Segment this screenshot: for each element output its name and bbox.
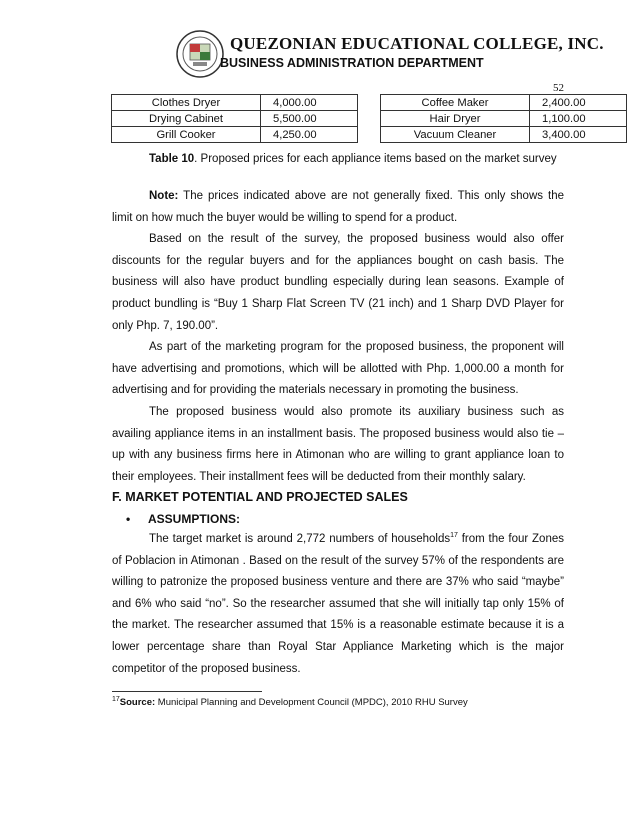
bullet-icon: •	[126, 512, 131, 526]
assumptions-body	[112, 529, 564, 680]
footnote-text: Municipal Planning and Development Council (MPDC), 2010 RHU Survey	[155, 697, 468, 708]
note-label: Note:	[149, 190, 179, 202]
table-gap	[358, 127, 381, 143]
table-caption	[149, 153, 557, 165]
footnote-number: 17	[112, 695, 120, 703]
price-table	[111, 94, 627, 143]
table-gap	[358, 111, 381, 127]
caption-text: . Proposed prices for each appliance items based on the market survey	[194, 153, 557, 165]
footnote	[112, 697, 468, 708]
section-title: F. MARKET POTENTIAL AND PROJECTED SALES	[112, 490, 408, 504]
item-name: Coffee Maker	[381, 95, 530, 111]
college-name: QUEZONIAN EDUCATIONAL COLLEGE, INC.	[230, 34, 604, 53]
item-name: Hair Dryer	[381, 111, 530, 127]
item-name: Clothes Dryer	[112, 95, 261, 111]
department-name: BUSINESS ADMINISTRATION DEPARTMENT	[220, 56, 484, 70]
page-header	[0, 28, 638, 84]
paragraph-discounts: Based on the result of the survey, the proposed business would also offer discounts for the regular buyers and for the appliances bought on cash basis. The business will also have product bundling especially during lean seasons. Example of product bundling is “Buy 1 Sharp Flat Screen TV (21 inch) and 1 Sharp DVD Player for only Php. 7, 190.00”.	[112, 233, 564, 332]
table-row	[112, 111, 627, 127]
footnote-label: Source:	[119, 697, 156, 708]
footnote-ref: 17	[450, 532, 458, 540]
assumptions-text-b: from the four Zones of Poblacion in Atimonan . Based on the result of the survey 57% of the respondents are willing to patronize the proposed business venture and there are 37% who said “maybe” and 6% who said “no”. So the researcher assumed that she will initially tap only 15% of the market. The researcher assumed that 15% is a reasonable estimate because it is a lower percentage share than Royal Star Appliance Marketing which is the major competitor of the proposed business.	[112, 533, 564, 675]
item-price: 2,400.00	[530, 95, 627, 111]
table-row	[112, 127, 627, 143]
item-price: 3,400.00	[530, 127, 627, 143]
table-row	[112, 95, 627, 111]
item-price: 5,500.00	[261, 111, 358, 127]
item-price: 4,000.00	[261, 95, 358, 111]
page-number: 52	[553, 82, 564, 94]
item-price: 1,100.00	[530, 111, 627, 127]
item-name: Drying Cabinet	[112, 111, 261, 127]
table-gap	[358, 95, 381, 111]
assumptions-heading	[126, 512, 240, 526]
caption-label: Table 10	[149, 153, 195, 165]
paragraph-installment: The proposed business would also promote its auxiliary business such as availing appliance items in an installment basis. The proposed business would also tie – up with any business firms here in Atimonan who are willing to grant appliance loan to their employees. Their installment fees will be deducted from their monthly salary.	[112, 405, 564, 483]
item-name: Grill Cooker	[112, 127, 261, 143]
footnote-divider	[112, 691, 262, 692]
paragraph-advertising: As part of the marketing program for the proposed business, the proponent will have advertising and promotions, which will be allotted with Php. 1,000.00 a month for advertising and for providing the materials necessary in promoting the business.	[112, 341, 564, 397]
note-text: The prices indicated above are not generally fixed. This only shows the limit on how much the buyer would be willing to spend for a product.	[112, 190, 564, 224]
college-seal-logo	[176, 30, 224, 78]
assumptions-paragraph	[112, 529, 564, 680]
item-price: 4,250.00	[261, 127, 358, 143]
note-paragraph	[112, 186, 564, 229]
item-name: Vacuum Cleaner	[381, 127, 530, 143]
assumptions-label: ASSUMPTIONS:	[148, 512, 241, 526]
body-text	[112, 186, 564, 488]
assumptions-text-a: The target market is around 2,772 numbers of households	[149, 533, 451, 545]
